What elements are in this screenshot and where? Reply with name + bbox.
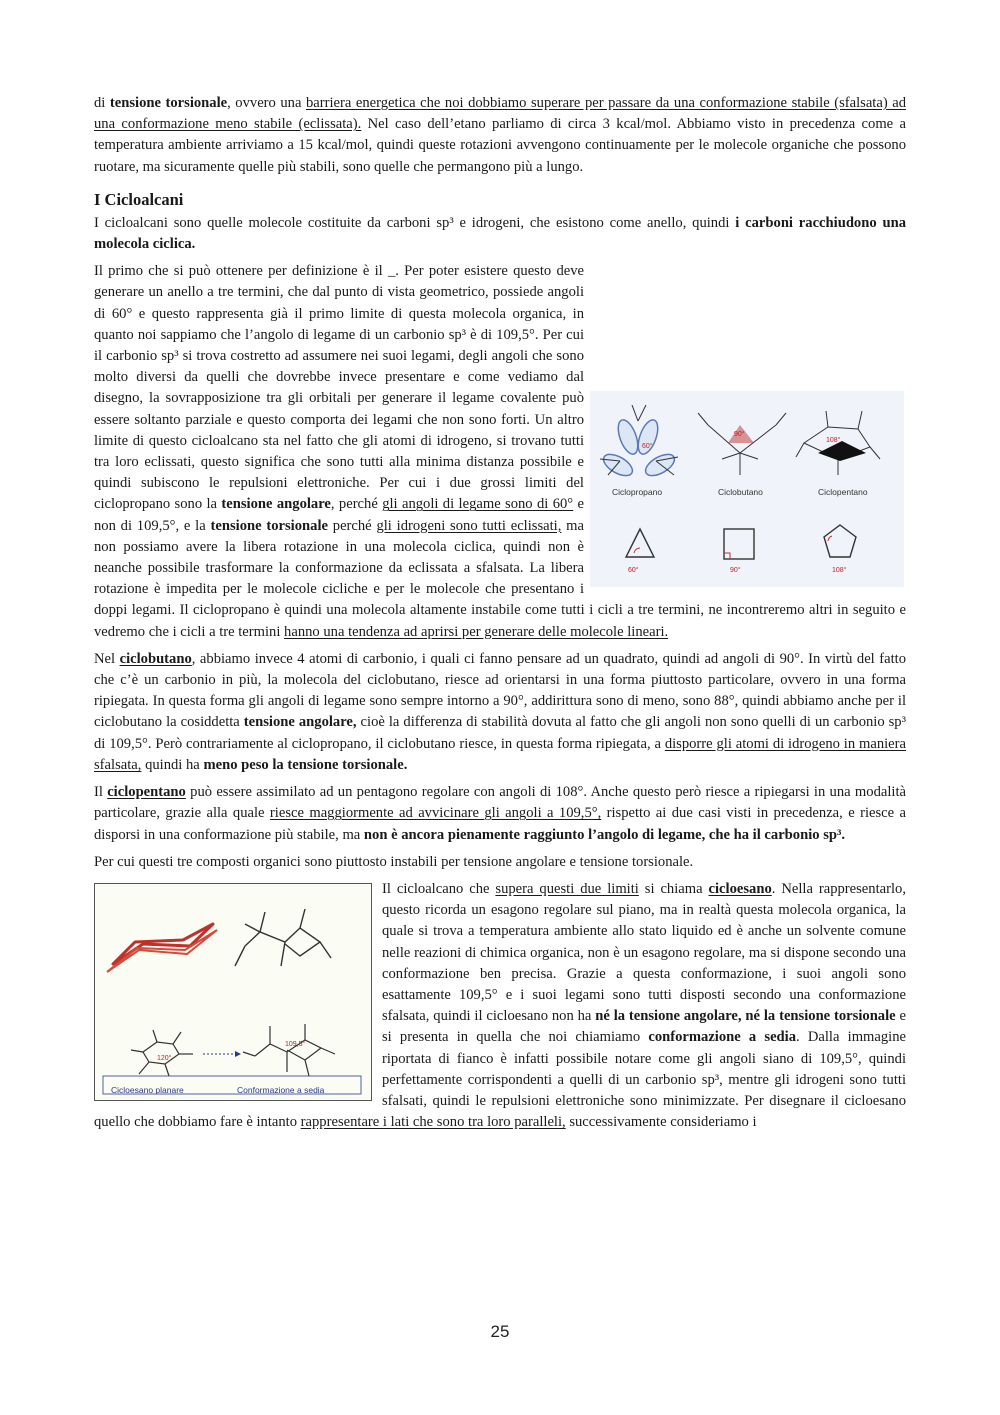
paragraph-cyclopentane: Il ciclopentano può essere assimilato ad un pentagono regolare con angoli di 108°. Anche questo però riesce a ripiegarsi in una modalità particolare, grazie alla quale riesce maggiormente ad avvicinare gli angoli a 109,5°, rispetto ai due casi visti in precedenza, e riesce a disporsi in una conformazione più stabile, ma non è ancora pienamente raggiunto l’angolo di legame, che ha il carbonio sp³. bbox=[94, 784, 906, 843]
paragraph-torsional: di tensione torsionale, ovvero una barriera energetica che noi dobbiamo superare per passare da una conformazione stabile (sfalsata) ad una conformazione meno stabile (eclissata). Nel caso dell’etano parliamo di circa 3 kcal/mol. Abbiamo visto in precedenza come a temperatura ambiente arriviamo a 15 kcal/mol, quindi queste rotazioni avvengono continuamente per le molecole organiche che possono ruotare, ma sicuramente quelle più stabili, sono quelle che permangono più a lungo. bbox=[94, 95, 906, 175]
cycloalkanes-figure bbox=[590, 391, 904, 587]
triangle-angle-label: 60° bbox=[628, 567, 639, 575]
paragraph-cyclohexane: 120° 109,5° Cicloesano planare Conformazione a sedia Il cicloalcano che supera questi due limiti si chiama cicloesano. Nella rappresentarlo, questo ricorda un esagono regolare sul piano, ma in realtà questa molecola organica, la quale si trova a temperatura ambiente allo stato liquido ed è anche un solvente comune nelle reazioni di chimica organica, non è un esagono regolare, ma si dispone secondo una conformazione ben precisa. Grazie a questa conformazione, i suoi angoli sono esattamente 109,5° e i suoi legami sono tutti disposti secondo una conformazione sfalsata, quindi il cicloesano non ha né la tensione angolare, né la tensione torsionale e si presenta in quella che noi chiamiamo conformazione a sedia. Dalla immagine riportata di fianco è infatti possibile notare come gli angoli siano di 109,5°, quindi perfettamente corrispondenti a quelli di un carbonio sp³, mentre gli idrogeni sono tutti sfalsati, quindi le repulsioni elettroniche sono minimizzate. Per disegnare il cicloesano quello che dobbiamo fare è intanto rappresentare i lati che sono tra loro paralleli, successivamente consideriamo i bbox=[94, 880, 906, 1131]
pentagon-angle-label: 108° bbox=[832, 567, 847, 575]
planar-cyclohexane-caption: Cicloesano planare bbox=[111, 1084, 184, 1095]
cyclopropane-angle-top: 60° bbox=[642, 443, 653, 451]
paragraph-cyclobutane: Nel ciclobutano, abbiamo invece 4 atomi di carbonio, i quali ci fanno pensare ad un quadrato, quindi ad angoli di 90°. In virtù del fatto che c’è un carbonio in più, la molecola del ciclobutano, riesce ad orientarsi in una forma piuttosto particolare, ovvero in una forma ripiegata. In questa forma gli angoli di legame sono sempre intorno a 90°, addirittura sono di meno, sono 88°, quindi abbiamo anche per il ciclobutano la cosiddetta tensione angolare, cioè la differenza di stabilità dovuta al fatto che gli angoli non sono quelli di un carbonio sp³ di 109,5°. Però contrariamente al ciclopropano, il ciclobutano riesce, in questa forma ripiegata, a disporre gli atomi di idrogeno in maniera sfalsata, quindi ha meno peso la tensione torsionale. bbox=[94, 650, 906, 773]
cyclohexane-figure bbox=[94, 883, 372, 1101]
planar-angle-label: 120° bbox=[157, 1054, 172, 1062]
chair-conformation-caption: Conformazione a sedia bbox=[237, 1084, 325, 1095]
cyclohexane-drawing bbox=[95, 884, 373, 1102]
cyclobutane-caption: Ciclobutano bbox=[718, 487, 763, 498]
section-heading: I Cicloalcani bbox=[94, 189, 184, 209]
page-content bbox=[94, 93, 906, 1133]
cyclopentane-angle-top: 108° bbox=[826, 437, 841, 445]
cyclopropane-caption: Ciclopropano bbox=[612, 487, 663, 498]
chair-angle-label: 109,5° bbox=[285, 1040, 306, 1048]
square-angle-label: 90° bbox=[730, 567, 741, 575]
paragraph-summary: Per cui questi tre composti organici sono piuttosto instabili per tensione angolare e tensione torsionale. bbox=[94, 853, 694, 870]
cyclobutane-angle-top: 90° bbox=[734, 431, 745, 439]
paragraph-cyclopropane: Il primo che si può ottenere per definizione è il _. Per poter esistere questo deve generare un anello a tre termini, che dal punto di vista geometrico, possiede angoli di 60° e questo rappresenta già il primo limite di questa molecola organica, in quanto noi sappiamo che l’angolo di legame di un carbonio sp³ è di 109,5°. Per cui il carbonio sp³ si trova costretto ad assumere nei suoi legami, degli angoli che sono molto diversi da quelli che dovrebbe invece presentare e come vediamo dal disegno, la sovrapposizione tra gli orbitali per generare il legame covalente può essere soltanto parziale e questo comporta dei legami che non sono forti. Un altro limite di questo cicloalcano sta nel fatto che gli atomi di idrogeno, si trovano tutti tra loro eclissati, questo significa che sono tutti alla minima distanza possibile e quindi subiscono le repulsioni elettroniche. Per cui i due grossi limiti del ciclopropano sono la tensione angolare, perché gli angoli di legame sono di 60° e non di 109,5°, e la tensione torsionale perché gli idrogeni sono tutti eclissati, ma non possiamo avere la libera rotazione in una molecola ciclica, quindi non è neanche possibile trasformare la conformazione da eclissata a sfalsata. La libera rotazione è impedita per le molecole cicliche e per le molecole che presentano i doppi legami. Il ciclopropano è quindi una molecola altamente instabile come tutti i cicli a tre termini, ne incontreremo altri in seguito e vedremo che i cicli a tre termini hanno una tendenza ad aprirsi per generare delle molecole lineari. bbox=[94, 263, 906, 640]
cyclopentane-caption: Ciclopentano bbox=[818, 487, 868, 498]
paragraph-intro: I cicloalcani sono quelle molecole costituite da carboni sp³ e idrogeni, che esistono come anello, quindi i carboni racchiudono una molecola ciclica. bbox=[94, 214, 906, 253]
page-number: 25 bbox=[490, 1322, 510, 1341]
